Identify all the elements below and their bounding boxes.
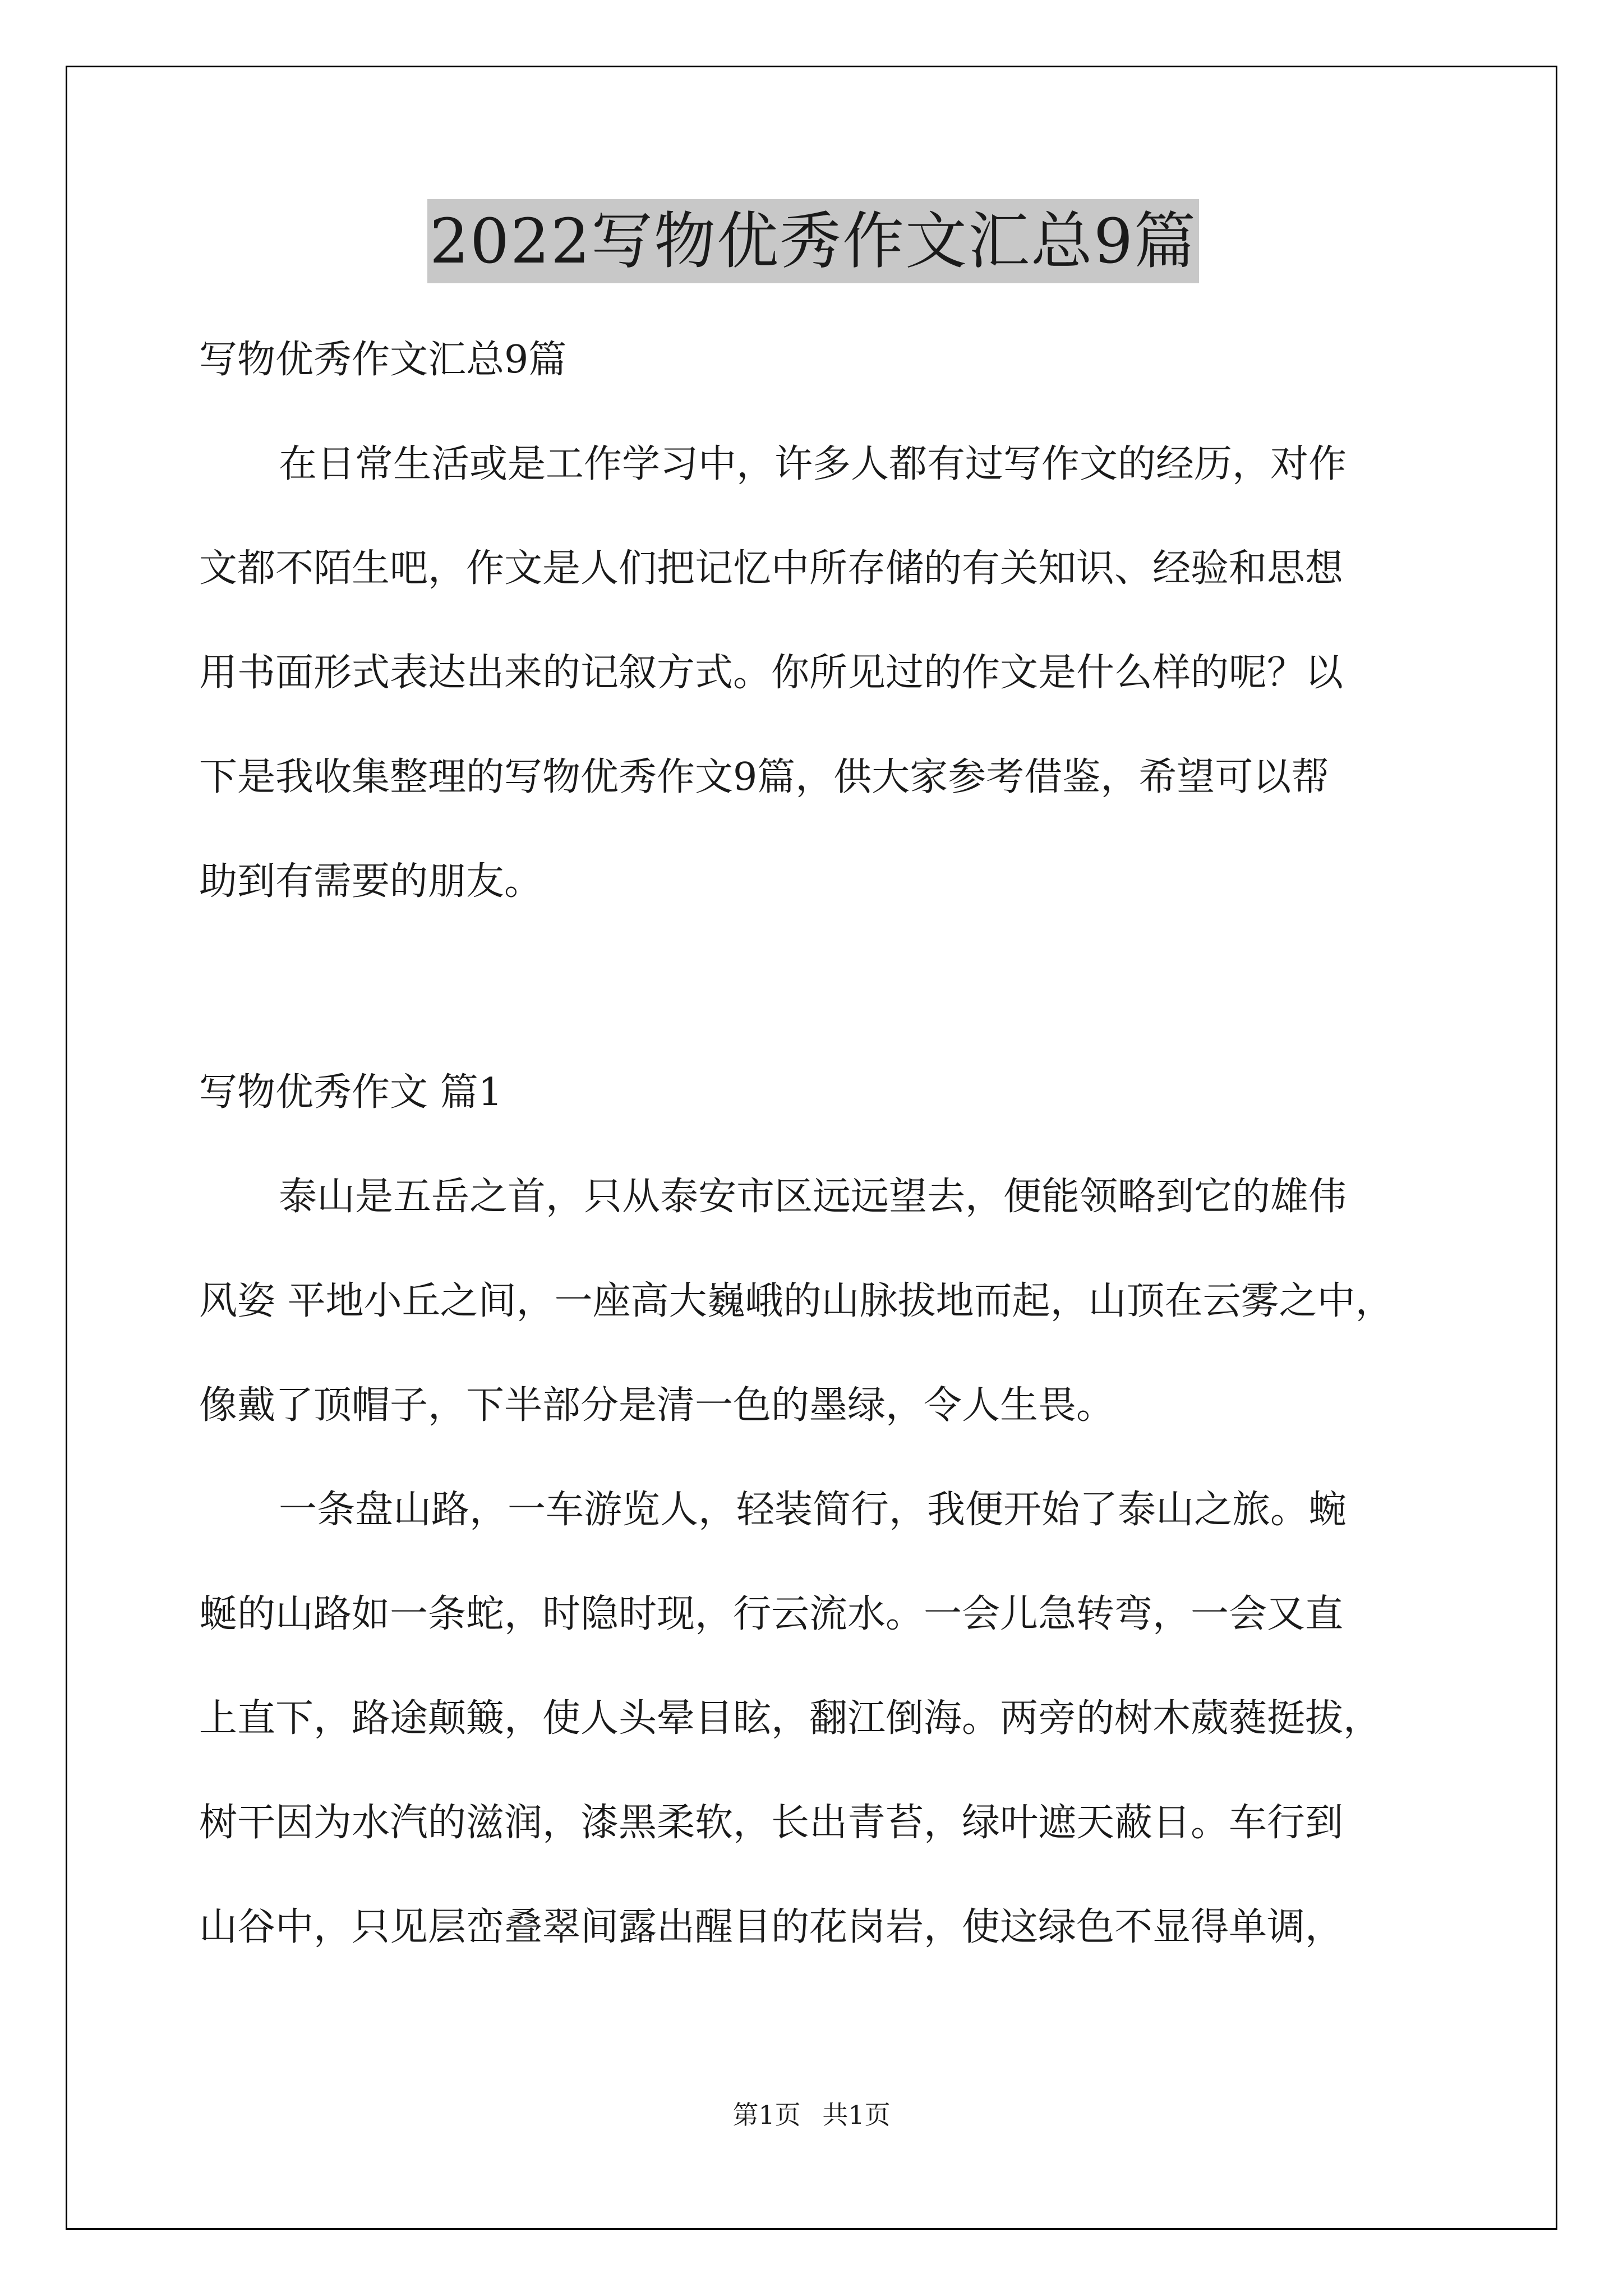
paragraph-line: 上直下，路途颠簸，使人头晕目眩，翻江倒海。两旁的树木葳蕤挺拔， [199, 1696, 1382, 1741]
paragraph-line: 风姿 平地小丘之间，一座高大巍峨的山脉拔地而起，山顶在云雾之中， [199, 1279, 1394, 1323]
paragraph-line: 在日常生活或是工作学习中，许多人都有过写作文的经历，对作 [279, 442, 1347, 486]
paragraph-line: 泰山是五岳之首，只从泰安市区远远望去，便能领略到它的雄伟 [279, 1175, 1347, 1219]
title-container [199, 199, 1427, 283]
document-title: 2022写物优秀作文汇总9篇 [427, 199, 1199, 283]
document-body [199, 199, 1427, 1980]
paragraph-line: 下是我收集整理的写物优秀作文9篇，供大家参考借鉴，希望可以帮 [199, 755, 1330, 799]
paragraph-line: 山谷中，只见层峦叠翠间露出醒目的花岗岩，使这绿色不显得单调， [199, 1905, 1344, 1949]
paragraph-line: 助到有需要的朋友。 [199, 859, 543, 904]
paragraph-line: 像戴了顶帽子，下半部分是清一色的墨绿，令人生畏。 [199, 1383, 1115, 1428]
paragraph-line: 文都不陌生吧，作文是人们把记忆中所存储的有关知识、经验和思想 [199, 546, 1344, 591]
page-footer [0, 2098, 1623, 2132]
essay-paragraph-1 [199, 1145, 1427, 1458]
paragraph-line: 蜒的山路如一条蛇，时隐时现，行云流水。一会儿急转弯，一会又直 [199, 1592, 1344, 1636]
page-number-total: 共1页 [822, 2100, 891, 2130]
page-number-current: 第1页 [732, 2100, 801, 2130]
paragraph-line: 一条盘山路，一车游览人，轻装简行，我便开始了泰山之旅。蜿 [279, 1488, 1347, 1532]
essay-paragraph-2 [199, 1458, 1427, 1980]
section-heading: 写物优秀作文 篇1 [199, 1070, 502, 1115]
paragraph-line: 用书面形式表达出来的记叙方式。你所见过的作文是什么样的呢？以 [199, 651, 1344, 695]
paragraph-line: 树干因为水汽的滋润，漆黑柔软，长出青苔，绿叶遮天蔽日。车行到 [199, 1801, 1344, 1845]
document-subtitle: 写物优秀作文汇总9篇 [199, 338, 567, 382]
intro-paragraph [199, 412, 1427, 934]
